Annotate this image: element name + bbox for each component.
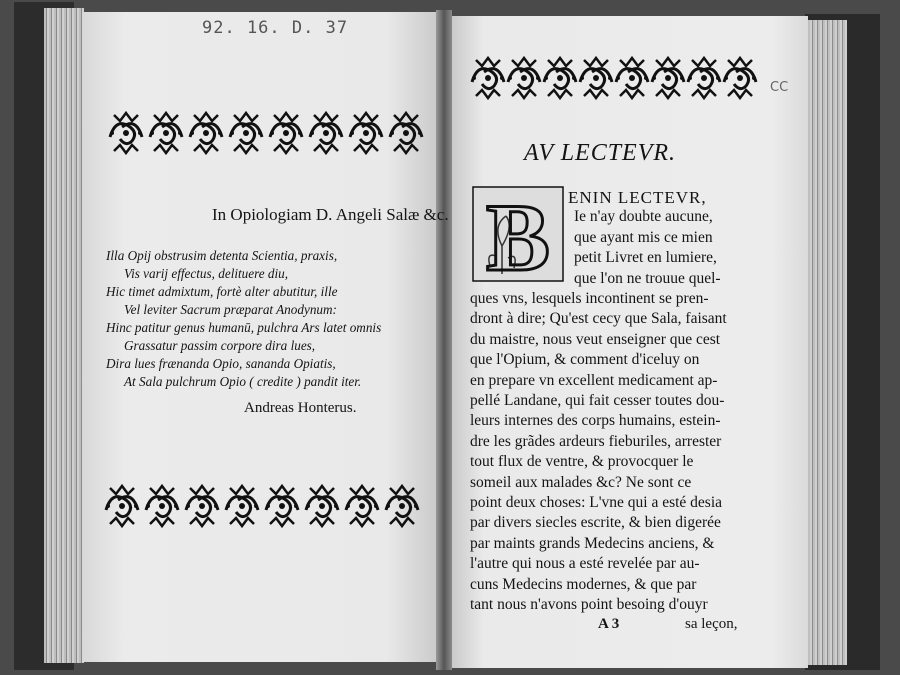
shelfmark: 92. 16. D. 37 <box>202 18 349 38</box>
body-line: leurs internes des corps humains, estein- <box>470 412 721 430</box>
body-line: Ie n'ay doubte aucune, <box>574 208 713 226</box>
section-heading: AV LECTEVR. <box>524 140 677 166</box>
body-line: someil aux malades &c? Ne sont ce <box>470 473 692 491</box>
catchword: sa leçon, <box>685 616 738 633</box>
body-line: dre les grãdes ardeurs fieburiles, arrester <box>470 432 722 450</box>
right-page-edges <box>805 20 847 665</box>
poem-line: Grassatur passim corpore dira lues, <box>124 338 316 353</box>
body-line: tant nous n'avons point besoing d'ouyr <box>470 596 708 613</box>
poem-line: Hinc patitur genus humanū, pulchra Ars latet omnis <box>106 320 382 335</box>
top-ornament-band <box>108 105 424 161</box>
body-line: que ayant mis ce mien <box>574 228 713 246</box>
body-line: par maints grands Medecins anciens, & <box>470 534 715 552</box>
body-line: l'autre qui nous a esté revelée par au- <box>470 555 700 573</box>
poem-line: Dira lues frænanda Opio, sananda Opiatis, <box>106 356 336 371</box>
poem-line: Vel leviter Sacrum præparat Anodynum: <box>124 302 337 317</box>
poem-line: Vis varij effectus, delituere diu, <box>124 266 289 281</box>
poem-line: Illa Opij obstrusim detenta Scientia, praxis, <box>106 248 338 263</box>
poem-line: At Sala pulchrum Opio ( credite ) pandit iter. <box>124 374 362 389</box>
body-line: en prepare vn excellent medicament ap- <box>470 371 718 389</box>
body-line: par divers siecles escrite, & bien digerée <box>470 514 721 532</box>
body-line: cuns Medecins modernes, & que par <box>470 575 697 593</box>
drop-cap-letter: B <box>485 186 551 282</box>
body-line: petit Livret en lumiere, <box>574 249 717 267</box>
body-line: du maistre, nous veut enseigner que cest <box>470 330 721 348</box>
corner-mark: CC <box>770 80 789 95</box>
body-line: tout flux de ventre, & provocquer le <box>470 453 694 471</box>
left-page-edges <box>44 8 84 663</box>
poem-title: In Opiologiam D. Angeli Salæ &c. <box>212 205 449 224</box>
body-line: que l'on ne trouue quel- <box>574 269 721 287</box>
body-line: point deux choses: L'vne qui a esté desia <box>470 494 723 511</box>
headpiece-ornament-band <box>470 52 762 104</box>
poem-author: Andreas Honterus. <box>244 400 357 416</box>
body-line: que l'Opium, & comment d'iceluy on <box>470 351 700 369</box>
book-gutter <box>436 10 452 670</box>
signature-mark: A 3 <box>598 616 620 633</box>
poem-line: Hic timet admixtum, fortè alter abutitur, ille <box>106 284 338 299</box>
body-line: ENIN LECTEVR, <box>568 188 707 207</box>
decorated-initial <box>472 186 564 282</box>
bottom-ornament-band <box>104 478 420 534</box>
body-line: ques vns, lesquels incontinent se pren- <box>470 290 709 307</box>
body-line: pellé Landane, qui fait cesser toutes dou- <box>470 392 725 409</box>
body-line: dront à dire; Qu'est cecy que Sala, faisant <box>470 310 727 328</box>
